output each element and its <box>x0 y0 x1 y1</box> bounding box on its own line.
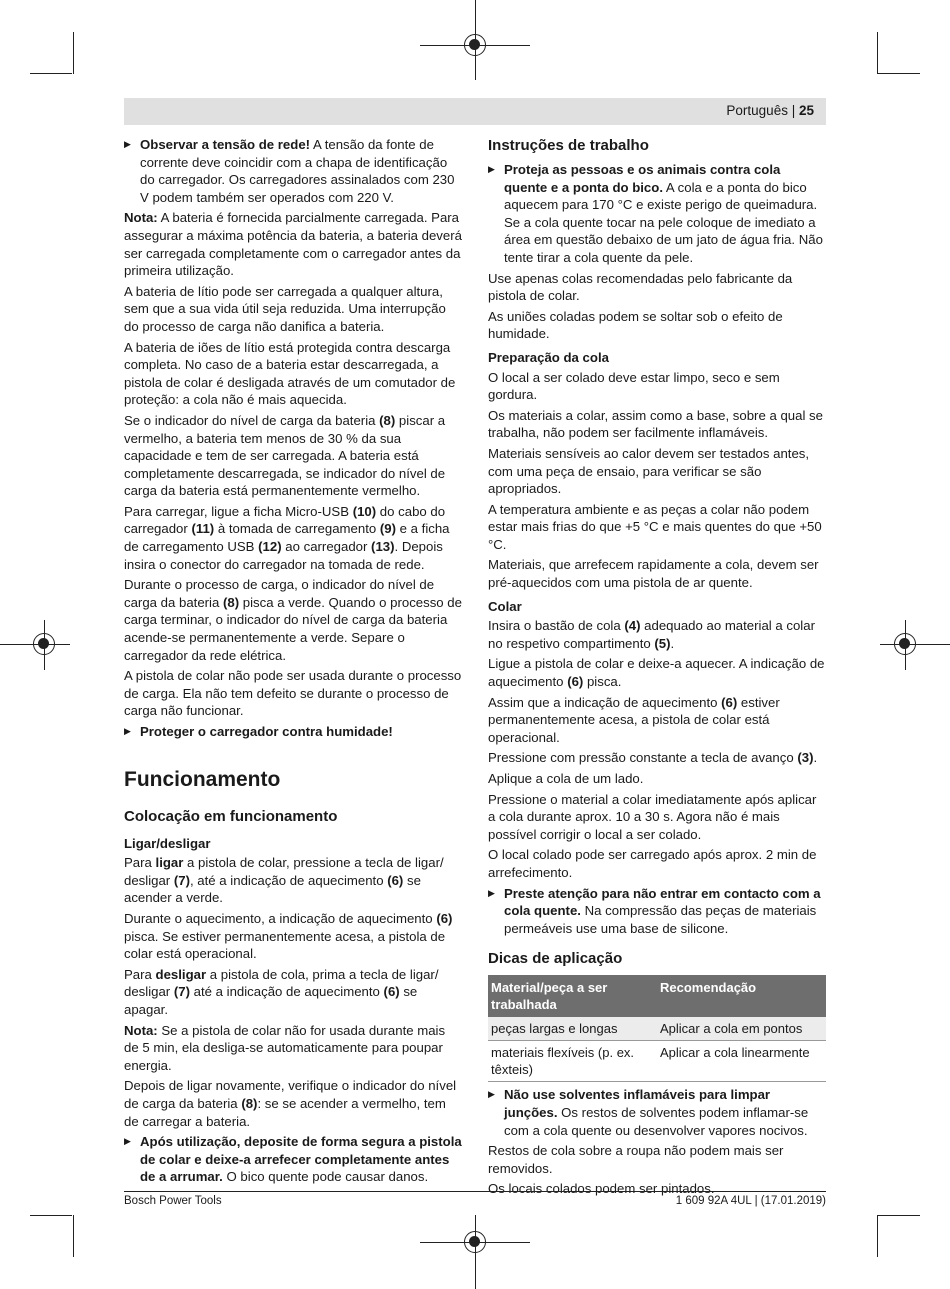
table-cell: Aplicar a cola em pontos <box>657 1017 826 1041</box>
table-cell: peças largas e longas <box>488 1017 657 1041</box>
left-column <box>124 136 462 1189</box>
text: pisca a verde. Quando o processo de carga terminar, o indicador do nível de carga da bateria acende-se permanentemente a verde. Separe o carregador da rede elétrica. <box>124 594 462 663</box>
reference-number: (6) <box>721 694 738 710</box>
note-paragraph <box>124 1022 462 1075</box>
text: se apagar. <box>124 984 418 1017</box>
warning-text: A tensão da fonte de corrente deve coincidir com a chapa de identificação do carregador. Os carregadores assinalados com 230 V podem também ser operados com 220 V. <box>140 137 455 205</box>
reference-number: (4) <box>624 618 641 634</box>
section-heading: Funcionamento <box>124 767 281 791</box>
registration-mark-icon <box>464 34 486 56</box>
reference-number: (7) <box>173 872 190 888</box>
minor-heading: Ligar/desligar <box>124 835 211 851</box>
crop-mark <box>30 73 72 74</box>
note-label: Nota: <box>124 1022 158 1038</box>
crop-mark <box>73 1215 74 1257</box>
text: Assim que a indicação de aquecimento <box>488 694 722 710</box>
note-text: A bateria é fornecida parcialmente carregada. Para assegurar a máxima potência da bateria, a bateria deverá ser carregada completamente com o carregador antes da primeira utilização. <box>124 210 462 279</box>
paragraph <box>124 910 462 963</box>
reference-number: (9) <box>379 521 396 537</box>
crop-mark <box>877 32 878 74</box>
crop-mark <box>878 1215 920 1216</box>
page-footer <box>124 1191 826 1207</box>
text: a pistola de colar, pressione a tecla de ligar/ desligar <box>124 855 444 888</box>
registration-mark-icon <box>464 1231 486 1253</box>
paragraph <box>488 655 826 690</box>
reference-number: (8) <box>241 1095 258 1111</box>
paragraph <box>124 576 462 664</box>
warning-bold: Observar a tensão de rede! <box>140 137 311 152</box>
reference-number: (6) <box>436 910 453 926</box>
reference-number: (7) <box>173 984 190 1000</box>
paragraph: O local a ser colado deve estar limpo, seco e sem gordura. <box>488 369 780 403</box>
table-header-cell: Material/peça a ser trabalhada <box>488 975 657 1017</box>
paragraph: Pressione o material a colar imediatamente após aplicar a cola durante aprox. 10 a 30 s. Agora não é mais possível corrigir o local a ser colado. <box>488 791 817 842</box>
text: pisca. <box>583 674 622 690</box>
bold-term: ligar <box>155 855 184 871</box>
text: do cabo do carregador <box>124 503 446 537</box>
warning-bullet <box>488 885 826 938</box>
table-cell: materiais flexíveis (p. ex. têxteis) <box>488 1041 657 1082</box>
text: se acender a verde. <box>124 872 421 906</box>
note-label: Nota: <box>124 210 158 226</box>
paragraph: O local colado pode ser carregado após aprox. 2 min de arrefecimento. <box>488 847 817 880</box>
reference-number: (5) <box>654 635 671 651</box>
minor-heading: Colar <box>488 598 522 614</box>
subsection-heading: Colocação em funcionamento <box>124 807 338 825</box>
paragraph: Materiais, que arrefecem rapidamente a cola, devem ser pré-aquecidos com uma pistola de ar quente. <box>488 557 819 591</box>
text: a pistola de cola, prima a tecla de ligar/ desligar <box>124 966 439 1000</box>
registration-mark-icon <box>33 633 55 655</box>
warning-text: O bico quente pode causar danos. <box>222 1169 429 1185</box>
language-label: Português <box>726 103 788 118</box>
paragraph <box>488 749 826 767</box>
text: Para <box>124 855 156 871</box>
table-row <box>488 1017 826 1041</box>
right-column <box>488 136 826 1201</box>
reference-number: (8) <box>379 412 396 428</box>
text: . <box>813 750 818 766</box>
paragraph: Use apenas colas recomendadas pelo fabricante da pistola de colar. <box>488 270 793 304</box>
header-language: Português | 25 <box>726 103 814 118</box>
text: Para carregar, ligue a ficha Micro-USB <box>124 503 353 519</box>
warning-bullet <box>124 1133 462 1186</box>
warning-text: Na compressão das peças de materiais permeáveis use uma base de silicone. <box>504 903 817 936</box>
paragraph <box>488 617 826 652</box>
warning-bold: Proteger o carregador contra humidade! <box>140 724 393 739</box>
paragraph: A bateria de iões de lítio está protegida contra descarga completa. No caso de a bateria estar descarregada, a pistola de colar é desligada através de um comutador de proteção: a cola não é mais aquecida. <box>124 339 456 408</box>
registration-mark-icon <box>894 633 916 655</box>
paragraph: Os locais colados podem ser pintados. <box>488 1181 715 1197</box>
warning-bullet <box>124 723 462 741</box>
text: Durante o processo de carga, o indicador do nível de carga da bateria <box>124 577 435 610</box>
page-header <box>124 98 826 125</box>
text: Insira o bastão de cola <box>488 618 625 634</box>
reference-number: (10) <box>352 503 377 519</box>
paragraph: Os materiais a colar, assim como a base, sobre a qual se trabalha, não podem ser facilmente inflamáveis. <box>488 407 823 441</box>
text: adequado ao material a colar no respetivo compartimento <box>488 618 815 651</box>
reference-number: (13) <box>371 539 395 555</box>
table-header-row <box>488 975 826 1017</box>
paragraph <box>124 854 462 907</box>
crop-mark <box>30 1215 72 1216</box>
warning-bold: Proteja as pessoas e os animais contra cola quente e a ponta do bico. <box>504 162 781 195</box>
paragraph <box>124 1077 462 1130</box>
note-text: Se a pistola de colar não for usada durante mais de 5 min, ela desliga-se automaticamente para poupar energia. <box>124 1022 446 1073</box>
paragraph: A temperatura ambiente e as peças a colar não podem estar mais frias do que +5 °C e mais quentes do que +50 °C. <box>488 501 822 552</box>
text: Durante o aquecimento, a indicação de aquecimento <box>124 910 437 926</box>
paragraph <box>124 966 462 1019</box>
warning-bold: Não use solventes inflamáveis para limpar junções. <box>504 1087 771 1120</box>
table-header-cell: Recomendação <box>657 975 826 1017</box>
text: : se se acender a vermelho, tem de carregar a bateria. <box>124 1095 446 1129</box>
table-cell: Aplicar a cola linearmente <box>657 1041 826 1082</box>
text: . Depois insira o conector do carregador na tomada de rede. <box>124 539 443 572</box>
paragraph: Aplique a cola de um lado. <box>488 771 644 786</box>
bold-term: desligar <box>155 966 207 982</box>
warning-bold: Preste atenção para não entrar em contacto com a cola quente. <box>504 885 821 919</box>
paragraph <box>488 694 826 747</box>
paragraph <box>124 412 462 500</box>
text: e a ficha de carregamento USB <box>124 521 450 555</box>
paragraph: A pistola de colar não pode ser usada durante o processo de carga. Ela não tem defeito se durante o processo de carga não funcionar. <box>124 668 462 719</box>
text: Se o indicador do nível de carga da bateria <box>124 412 380 428</box>
reference-number: (12) <box>258 539 282 555</box>
footer-doc-id: 1 609 92A 4UL | (17.01.2019) <box>675 1195 826 1207</box>
text: Pressione com pressão constante a tecla de avanço <box>488 750 798 766</box>
minor-heading: Preparação da cola <box>488 349 609 365</box>
paragraph: As uniões coladas podem se soltar sob o efeito de humidade. <box>488 308 783 342</box>
paragraph: Restos de cola sobre a roupa não podem mais ser removidos. <box>488 1143 784 1176</box>
reference-number: (6) <box>387 872 404 888</box>
warning-bold: Após utilização, deposite de forma segura a pistola de colar e deixe-a arrefecer completamente antes de a arrumar. <box>140 1134 462 1185</box>
crop-mark <box>877 1215 878 1257</box>
warning-bullet <box>488 1086 826 1139</box>
text: , até a indicação de aquecimento <box>189 872 388 888</box>
text: Ligue a pistola de colar e deixe-a aquecer. A indicação de aquecimento <box>488 656 825 690</box>
text: à tomada de carregamento <box>214 521 380 537</box>
warning-bullet <box>488 161 826 267</box>
crop-mark <box>73 32 74 74</box>
footer-brand: Bosch Power Tools <box>124 1195 222 1207</box>
note-paragraph <box>124 209 462 279</box>
text: estiver permanentemente acesa, a pistola de colar está operacional. <box>488 694 780 745</box>
text: até a indicação de aquecimento <box>189 984 384 1000</box>
reference-number: (6) <box>383 984 400 1000</box>
reference-number: (8) <box>222 594 240 610</box>
text: Para <box>124 966 156 982</box>
subsection-heading: Instruções de trabalho <box>488 137 649 154</box>
reference-number: (6) <box>567 674 584 690</box>
text: piscar a vermelho, a bateria tem menos de 30 % da sua capacidade e tem de ser carregada. A bateria está completamente descarregada, se indicador do nível de carga da bateria está permanentemente vermelho. <box>124 412 446 499</box>
reference-number: (3) <box>797 750 814 766</box>
text: . <box>670 635 675 651</box>
warning-text: Os restos de solventes podem inflamar-se com a cola quente ou desenvolver vapores nocivos. <box>504 1104 809 1138</box>
crop-mark <box>878 73 920 74</box>
paragraph: Materiais sensíveis ao calor devem ser testados antes, com uma peça de ensaio, para verificar se são apropriados. <box>488 445 810 497</box>
text: ao carregador <box>281 539 372 555</box>
application-tips-table <box>488 975 826 1082</box>
subsection-heading: Dicas de aplicação <box>488 950 623 968</box>
warning-bullet <box>124 136 462 206</box>
paragraph <box>124 503 462 573</box>
text: pisca. Se estiver permanentemente acesa, a pistola de colar está operacional. <box>124 928 446 962</box>
paragraph: A bateria de lítio pode ser carregada a qualquer altura, sem que a sua vida útil seja reduzida. Uma interrupção do processo de carga não danifica a bateria. <box>124 283 446 334</box>
table-row <box>488 1041 826 1082</box>
text: Depois de ligar novamente, verifique o indicador do nível de carga da bateria <box>124 1078 457 1111</box>
reference-number: (11) <box>191 521 215 537</box>
warning-text: A cola e a ponta do bico aquecem para 170 °C e existe perigo de queimadura. Se a cola quente tocar na pele coloque de imediato a área em questão debaixo de um jato de água fria. Não tente tirar a cola quente da pele. <box>504 179 823 265</box>
page-number: 25 <box>798 103 814 118</box>
